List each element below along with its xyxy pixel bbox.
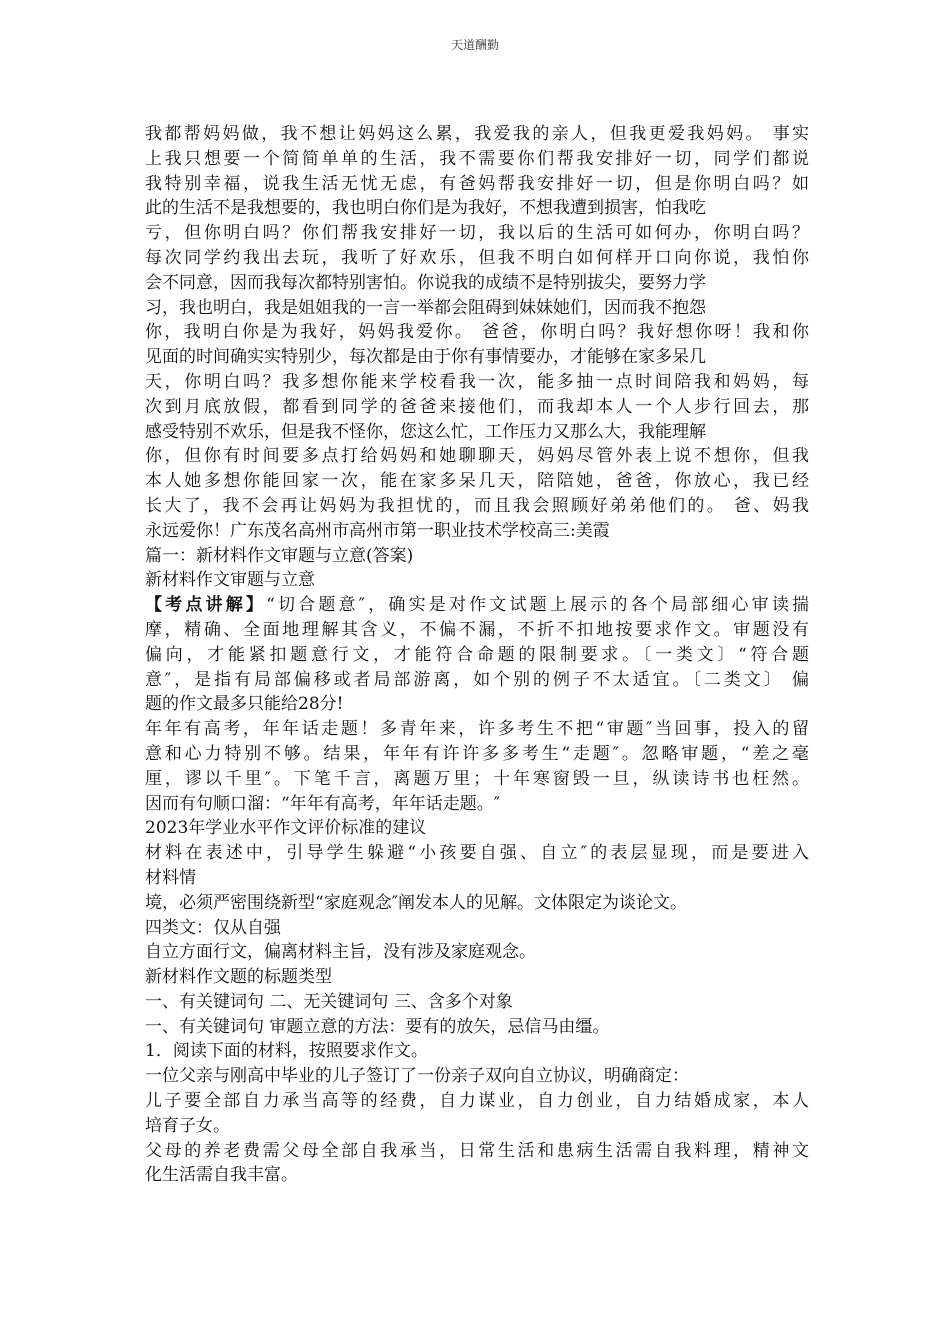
- line-text: 上我只想要一个简简单单的生活，我不需要你们帮我安排好一切，同学们都说: [145, 148, 809, 169]
- line-text: 材料情: [145, 867, 196, 888]
- line-text: 父母的养老费需父母全部自我承当，日常生活和患病生活需自我料理，精神文: [145, 1140, 809, 1161]
- line-text: 摩，精确、全面地理解其含义，不偏不漏，不折不扣地按要求作文。审题没有: [145, 619, 809, 640]
- line-text: 长大了，我不会再让妈妈为我担忧的，而且我会照顾好弟弟他们的。 爸、妈我: [145, 495, 809, 516]
- line-text: 此的生活不是我想要的，我也明白你们是为我好，不想我遭到损害，怕我吃: [145, 198, 706, 219]
- line-text: 习，我也明白，我是姐姐我的一言一举都会阻碍到妹妹她们，因而我不抱怨: [145, 297, 706, 318]
- text-line: [145, 643, 809, 668]
- line-text: 四类文：仅从自强: [145, 917, 281, 938]
- line-text: 新材料作文题的标题类型: [145, 967, 332, 988]
- text-line: [145, 891, 809, 916]
- text-line: [145, 296, 809, 321]
- line-text: 天，你明白吗？我多想你能来学校看我一次，能多抽一点时间陪我和妈妈，每: [145, 371, 809, 392]
- line-text: 新材料作文审题与立意: [145, 570, 315, 591]
- text-line: [145, 246, 809, 271]
- line-text: 你，但你有时间要多点打给妈妈和她聊聊天，妈妈尽管外表上说不想你，但我: [145, 446, 809, 467]
- line-text: 自立方面行文，偏离材料主旨，没有涉及家庭观念。: [145, 942, 536, 963]
- bold-label: 【考点讲解】: [145, 595, 267, 616]
- text-line: [145, 444, 809, 469]
- text-line: [145, 395, 809, 420]
- line-text: 我特别幸福，说我生活无忧无虑，有爸妈帮我安排好一切，但是你明白吗？如: [145, 173, 809, 194]
- line-text: 因而有句顺口溜：“年年有高考，年年话走题。″: [145, 793, 501, 814]
- text-line: [145, 147, 809, 172]
- text-line: [145, 767, 809, 792]
- line-text: “切合题意″，确实是对作文试题上展示的各个局部细心审读揣: [266, 595, 809, 616]
- line-text: 感受特别不欢乐，但是我不怪你，您这么忙，工作压力又那么大，我能理解: [145, 421, 706, 442]
- text-line: [145, 1139, 809, 1164]
- text-line: [145, 792, 809, 817]
- text-line: [145, 271, 809, 296]
- text-line: [145, 345, 809, 370]
- document-body: [145, 122, 809, 1188]
- line-text: 每次同学约我出去玩，我听了好欢乐，但我不明白如何样开口向你说，我怕你: [145, 247, 809, 268]
- line-text: 儿子要全部自力承当高等的经费，自力谋业，自力创业，自力结婚成家，本人: [145, 1091, 809, 1112]
- line-text: 材料在表述中，引导学生躲避“小孩要自强、自立″的表层显现，而是要进入: [145, 843, 809, 864]
- page-header: 天道酬勤: [450, 38, 499, 52]
- line-text: 本人她多想你能回家一次，能在家多呆几天，陪陪她，爸爸，你放心，我已经: [145, 471, 809, 492]
- line-text: 亏，但你明白吗？你们帮我安排好一切，我以后的生活可如何办，你明白吗？: [145, 223, 809, 244]
- line-text: 见面的时间确实实特别少，每次都是由于你有事情要办，才能够在家多呆几: [145, 347, 706, 368]
- line-text: 1．阅读下面的材料，按照要求作文。: [145, 1041, 428, 1062]
- line-text: 篇一：新材料作文审题与立意(答案): [145, 545, 414, 566]
- text-line: [145, 1163, 809, 1188]
- line-text: 一、有关键词句 二、无关键词句 三、含多个对象: [145, 991, 513, 1012]
- text-line: [145, 320, 809, 345]
- text-line: [145, 1015, 809, 1040]
- text-line: [145, 122, 809, 147]
- text-line: [145, 916, 809, 941]
- text-line: [145, 1039, 809, 1064]
- text-line: [145, 221, 809, 246]
- text-line: [145, 692, 809, 717]
- text-line: [145, 990, 809, 1015]
- text-line: [145, 172, 809, 197]
- text-line: [145, 717, 809, 742]
- text-line: [145, 841, 809, 866]
- line-text: 意″，是指有局部偏移或者局部游离，如个别的例子不太适宜。〔二类文〕 偏: [145, 669, 809, 690]
- text-line: [145, 494, 809, 519]
- text-line: [145, 568, 809, 593]
- line-text: 化生活需自我丰富。: [145, 1165, 298, 1186]
- line-text: 境，必须严密围绕新型“家庭观念″阐发本人的见解。文体限定为谈论文。: [145, 892, 688, 913]
- line-text: 我都帮妈妈做，我不想让妈妈这么累，我爱我的亲人，但我更爱我妈妈。 事实: [145, 124, 809, 144]
- text-line: [145, 940, 809, 965]
- text-line: [145, 618, 809, 643]
- text-line: [145, 519, 809, 544]
- line-text: 题的作文最多只能给28分!: [145, 694, 344, 715]
- text-line: [145, 668, 809, 693]
- line-text: 会不同意，因而我每次都特别害怕。你说我的成绩不是特别拔尖，要努力学: [145, 272, 706, 293]
- line-text: 永远爱你！广东茂名高州市高州市第一职业技术学校高三:美霞: [145, 520, 610, 541]
- line-text: 你，我明白你是为我好，妈妈我爱你。 爸爸，你明白吗？我好想你呀！我和你: [145, 322, 809, 343]
- line-text: 意和心力特别不够。结果，年年有许许多多考生“走题″。忽略审题，“差之毫: [145, 743, 809, 764]
- line-text: 培育子女。: [145, 1115, 230, 1136]
- text-line: [145, 816, 809, 841]
- text-line: [145, 965, 809, 990]
- text-line: [145, 469, 809, 494]
- text-line: [145, 370, 809, 395]
- line-text: 一位父亲与刚高中毕业的儿子签订了一份亲子双向自立协议，明确商定：: [145, 1066, 689, 1087]
- line-text: 年年有高考，年年话走题！多青年来，许多考生不把“审题″当回事，投入的留: [145, 719, 809, 740]
- text-line: [145, 1114, 809, 1139]
- text-line: [145, 593, 809, 618]
- text-line: [145, 1064, 809, 1089]
- line-text: 厘，谬以千里″。下笔千言，离题万里；十年寒窗毁一旦，纵读诗书也枉然。: [145, 768, 809, 789]
- line-text: 一、有关键词句 审题立意的方法：要有的放矢，忌信马由缰。: [145, 1016, 610, 1037]
- line-text: 偏向，才能紧扣题意行文，才能符合命题的限制要求。〔一类文〕“符合题: [145, 644, 809, 665]
- text-line: [145, 196, 809, 221]
- text-line: [145, 1089, 809, 1114]
- line-text: 2023年学业水平作文评价标准的建议: [145, 818, 427, 839]
- text-line: [145, 742, 809, 767]
- text-line: [145, 420, 809, 445]
- line-text: 次到月底放假，都看到同学的爸爸来接他们，而我却本人一个人步行回去，那: [145, 396, 809, 417]
- text-line: [145, 544, 809, 569]
- text-line: [145, 866, 809, 891]
